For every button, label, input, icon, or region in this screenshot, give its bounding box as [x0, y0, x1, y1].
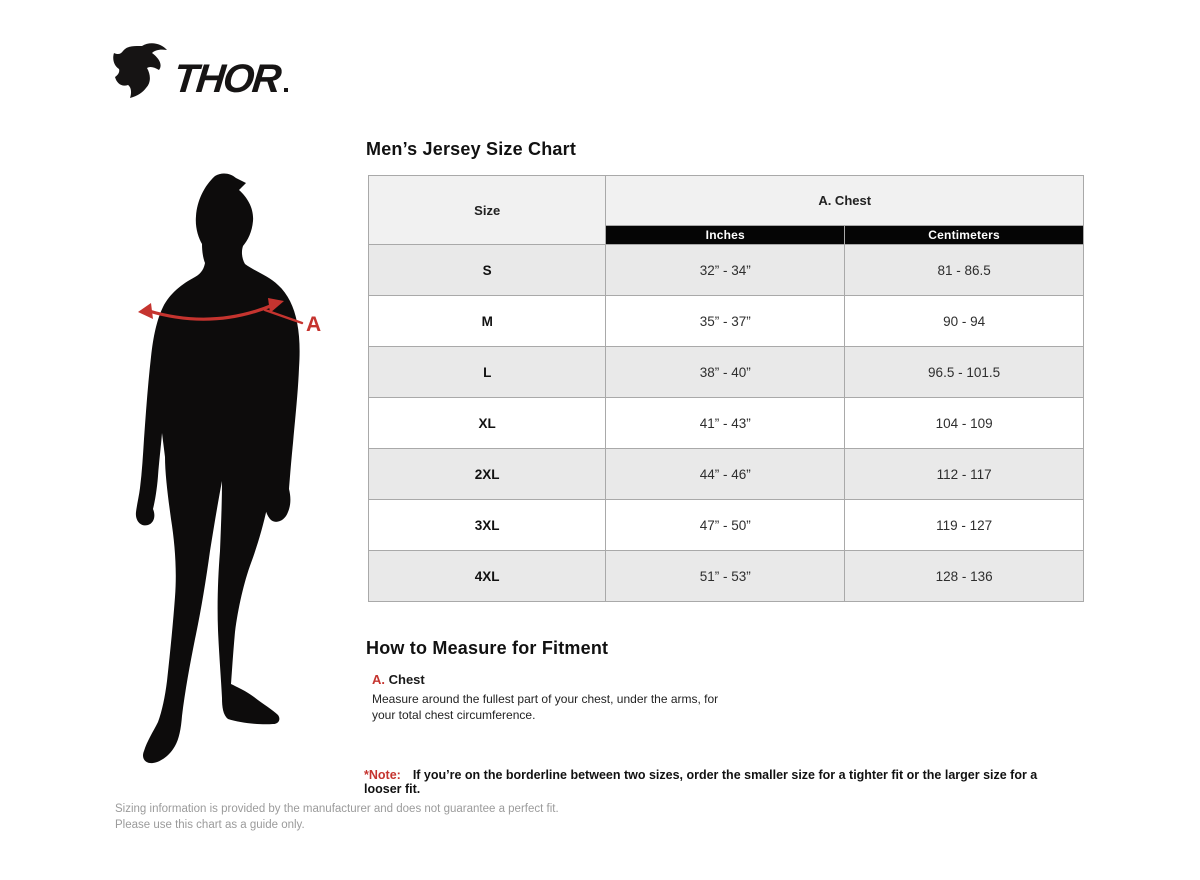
cell-centimeters: 81 - 86.5: [845, 245, 1084, 296]
table-row: [369, 347, 1084, 398]
cell-centimeters: 119 - 127: [845, 500, 1084, 551]
measure-item-name: Chest: [388, 672, 425, 687]
table-row: [369, 245, 1084, 296]
thor-wordmark: THOR: [171, 57, 282, 101]
cell-inches: 51” - 53”: [606, 551, 845, 602]
cell-inches: 47” - 50”: [606, 500, 845, 551]
cell-size: 3XL: [369, 500, 606, 551]
arrowhead-left: [138, 303, 153, 319]
cell-size: L: [369, 347, 606, 398]
cell-inches: 44” - 46”: [606, 449, 845, 500]
cell-inches: 32” - 34”: [606, 245, 845, 296]
male-silhouette: [136, 174, 300, 764]
table-row: [369, 398, 1084, 449]
table-row: [369, 500, 1084, 551]
male-silhouette-figure: [115, 160, 360, 780]
measure-section-title: How to Measure for Fitment: [366, 638, 609, 658]
cell-centimeters: 104 - 109: [845, 398, 1084, 449]
table-row: [369, 551, 1084, 602]
table-row: [369, 449, 1084, 500]
cell-size: S: [369, 245, 606, 296]
cell-size: 4XL: [369, 551, 606, 602]
thor-logo: [112, 40, 302, 110]
column-header-centimeters: Centimeters: [845, 226, 1084, 245]
size-table: [368, 175, 1084, 602]
column-header-inches: Inches: [606, 226, 845, 245]
column-header-size: Size: [369, 176, 606, 245]
cell-size: 2XL: [369, 449, 606, 500]
measure-item-key: A.: [372, 672, 385, 687]
cell-inches: 38” - 40”: [606, 347, 845, 398]
disclaimer: [115, 801, 559, 833]
cell-centimeters: 128 - 136: [845, 551, 1084, 602]
disclaimer-line-1: Sizing information is provided by the manufacturer and does not guarantee a perfect fit.: [115, 803, 559, 815]
sizing-note: [364, 768, 1064, 796]
measure-item-chest: [372, 672, 732, 723]
measure-item-description: Measure around the fullest part of your chest, under the arms, for your total chest circumference.: [372, 692, 719, 722]
cell-centimeters: 112 - 117: [845, 449, 1084, 500]
table-row: [369, 296, 1084, 347]
note-prefix: *Note:: [364, 768, 401, 782]
cell-inches: 35” - 37”: [606, 296, 845, 347]
size-chart-title: Men’s Jersey Size Chart: [366, 139, 577, 159]
disclaimer-line-2: Please use this chart as a guide only.: [115, 819, 305, 831]
cell-centimeters: 96.5 - 101.5: [845, 347, 1084, 398]
chest-label-a: A: [306, 313, 322, 336]
cell-size: XL: [369, 398, 606, 449]
column-header-chest: A. Chest: [606, 176, 1084, 226]
size-table-body: [369, 245, 1084, 602]
cell-size: M: [369, 296, 606, 347]
cell-centimeters: 90 - 94: [845, 296, 1084, 347]
measure-item-heading: [372, 672, 732, 687]
note-text: If you’re on the borderline between two sizes, order the smaller size for a tighter fit or the larger size for a looser fit.: [364, 768, 1038, 796]
thor-ram-icon: [113, 43, 167, 98]
cell-inches: 41” - 43”: [606, 398, 845, 449]
